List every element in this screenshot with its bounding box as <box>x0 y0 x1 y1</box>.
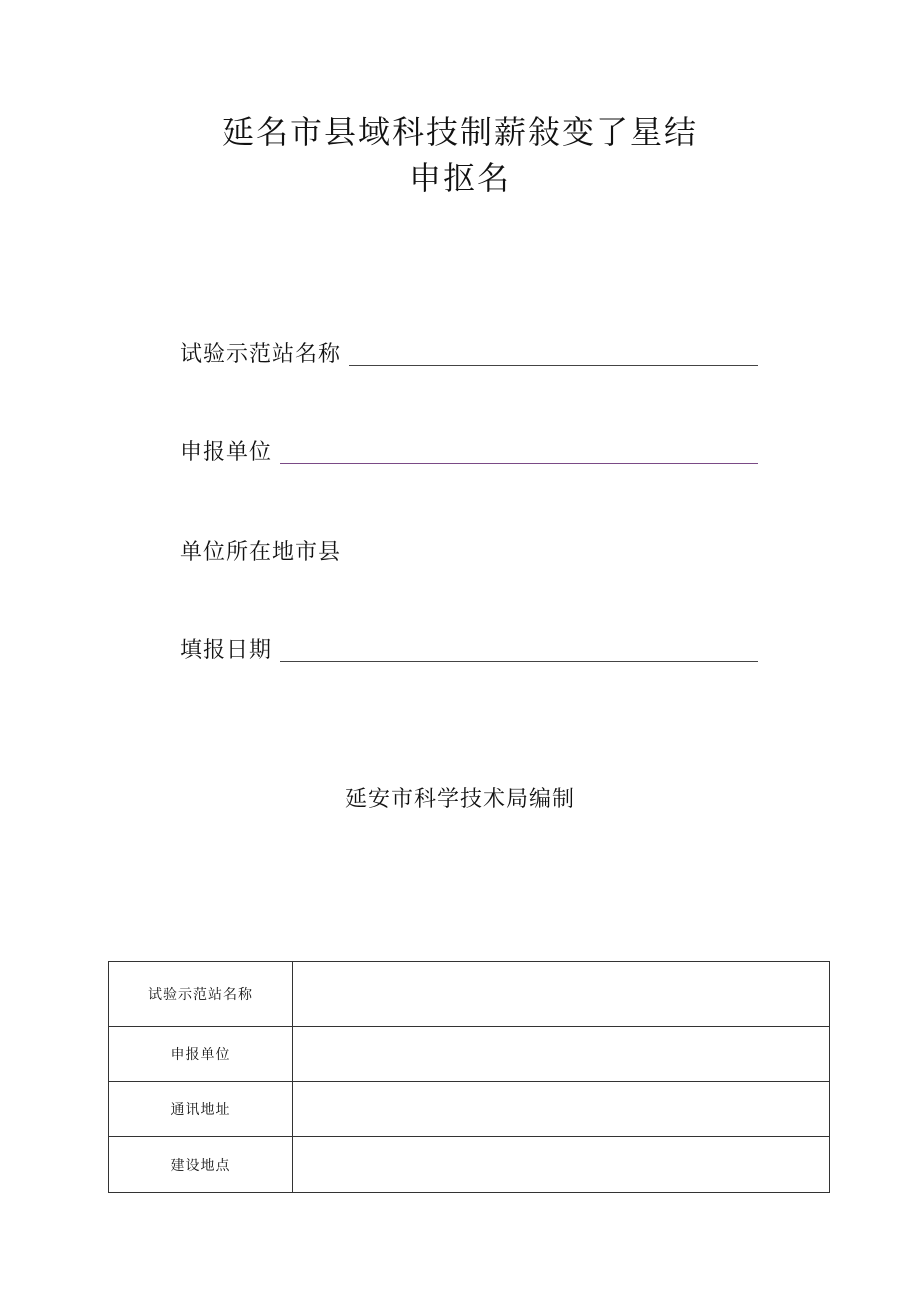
table-row-value[interactable] <box>293 1137 830 1193</box>
compiler-note: 延安市科学技术局编制 <box>344 787 575 812</box>
field-applicant-unit <box>180 436 758 466</box>
table-row-value[interactable] <box>293 962 830 1027</box>
table-row-value[interactable] <box>293 1082 830 1137</box>
table-row-value[interactable] <box>293 1027 830 1082</box>
field-fill-date-line[interactable] <box>280 661 758 662</box>
table-row-label: 申报单位 <box>109 1027 293 1082</box>
table-row-label: 试验示范站名称 <box>109 962 293 1027</box>
field-applicant-unit-line[interactable] <box>280 463 758 464</box>
info-table <box>108 961 830 1193</box>
table-row <box>109 1082 830 1137</box>
document-title-line-1: 延名市县域科技制薪敍变了星结 <box>221 113 698 151</box>
field-unit-location <box>180 536 758 566</box>
document-title-line-2: 申抠名 <box>408 159 511 197</box>
field-applicant-unit-label: 申报单位 <box>180 440 273 465</box>
field-fill-date-label: 填报日期 <box>180 638 273 663</box>
table-row-label: 建设地点 <box>109 1137 293 1193</box>
field-fill-date <box>180 634 758 664</box>
field-station-name <box>180 338 758 368</box>
table-row-label: 通讯地址 <box>109 1082 293 1137</box>
table-row <box>109 1137 830 1193</box>
table-row <box>109 962 830 1027</box>
field-station-name-label: 试验示范站名称 <box>180 342 342 367</box>
field-station-name-line[interactable] <box>349 365 758 366</box>
table-row <box>109 1027 830 1082</box>
field-unit-location-label: 单位所在地市县 <box>180 540 342 565</box>
